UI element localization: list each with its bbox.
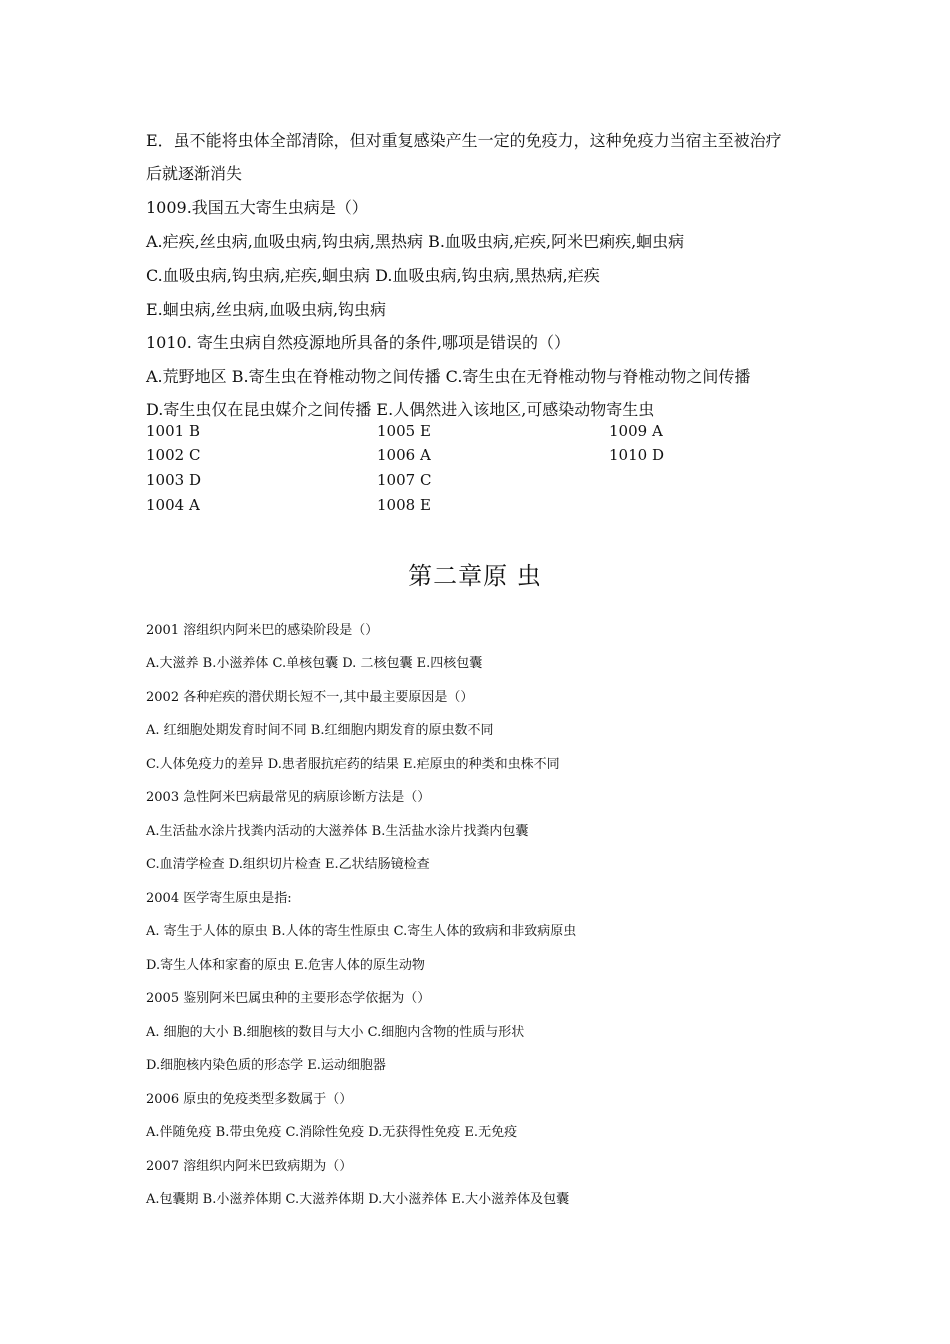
options-line: A.大滋养 B.小滋养体 C.单核包囊 D. 二核包囊 E.四核包囊 [146,656,483,671]
answer-item: 1003 D [146,471,201,489]
options-line: A. 寄生于人体的原虫 B.人体的寄生性原虫 C.寄生人体的致病和非致病原虫 [146,924,577,939]
question-2001: 2001 溶组织内阿米巴的感染阶段是（） [146,623,379,638]
answer-item: 1002 C [146,446,201,464]
question-2004: 2004 医学寄生原虫是指: [146,891,292,906]
options-line: A.疟疾,丝虫病,血吸虫病,钩虫病,黑热病 B.血吸虫病,疟疾,阿米巴痢疾,蛔虫病 [146,232,685,251]
question-2006: 2006 原虫的免疫类型多数属于（） [146,1092,353,1107]
question-2002: 2002 各种疟疾的潜伏期长短不一,其中最主要原因是（） [146,690,474,705]
text-line: 后就逐渐消失 [146,164,243,183]
options-line: D.寄生人体和家畜的原虫 E.危害人体的原生动物 [146,958,425,973]
options-line: A. 细胞的大小 B.细胞核的数目与大小 C.细胞内含物的性质与形状 [146,1025,525,1040]
answer-item: 1009 A [609,422,663,440]
answer-item: 1010 D [609,446,664,464]
options-line: D.细胞核内染色质的形态学 E.运动细胞器 [146,1058,386,1073]
question-2007: 2007 溶组织内阿米巴致病期为（） [146,1159,353,1174]
text-line: E．虽不能将虫体全部清除，但对重复感染产生一定的免疫力，这种免疫力当宿主至被治疗 [146,131,782,150]
options-line: A.包囊期 B.小滋养体期 C.大滋养体期 D.大小滋养体 E.大小滋养体及包囊 [146,1192,570,1207]
options-line: E.蛔虫病,丝虫病,血吸虫病,钩虫病 [146,300,387,319]
question-2003: 2003 急性阿米巴病最常见的病原诊断方法是（） [146,790,431,805]
options-line: A.生活盐水涂片找粪内活动的大滋养体 B.生活盐水涂片找粪内包囊 [146,824,529,839]
answer-item: 1004 A [146,496,200,514]
options-line: C.人体免疫力的差异 D.患者服抗疟药的结果 E.疟原虫的种类和虫株不同 [146,757,560,772]
options-line: A. 红细胞处期发育时间不同 B.红细胞内期发育的原虫数不同 [146,723,494,738]
options-line: C.血清学检查 D.组织切片检查 E.乙状结肠镜检查 [146,857,430,872]
options-line: A.伴随免疫 B.带虫免疫 C.消除性免疫 D.无获得性免疫 E.无免疫 [146,1125,518,1140]
options-line: D.寄生虫仅在昆虫媒介之间传播 E.人偶然进入该地区,可感染动物寄生虫 [146,400,655,419]
options-line: A.荒野地区 B.寄生虫在脊椎动物之间传播 C.寄生虫在无脊椎动物与脊椎动物之间传播 [146,367,751,386]
question-2005: 2005 鉴别阿米巴属虫种的主要形态学依据为（） [146,991,431,1006]
question-1010: 1010. 寄生虫病自然疫源地所具备的条件,哪项是错误的（） [146,333,570,352]
answer-item: 1005 E [377,422,431,440]
chapter-title: 第二章原 虫 [408,562,542,590]
answer-item: 1006 A [377,446,431,464]
answer-item: 1007 C [377,471,432,489]
options-line: C.血吸虫病,钩虫病,疟疾,蛔虫病 D.血吸虫病,钩虫病,黑热病,疟疾 [146,266,600,285]
question-1009: 1009.我国五大寄生虫病是（） [146,198,368,217]
answer-item: 1008 E [377,496,431,514]
answer-item: 1001 B [146,422,200,440]
